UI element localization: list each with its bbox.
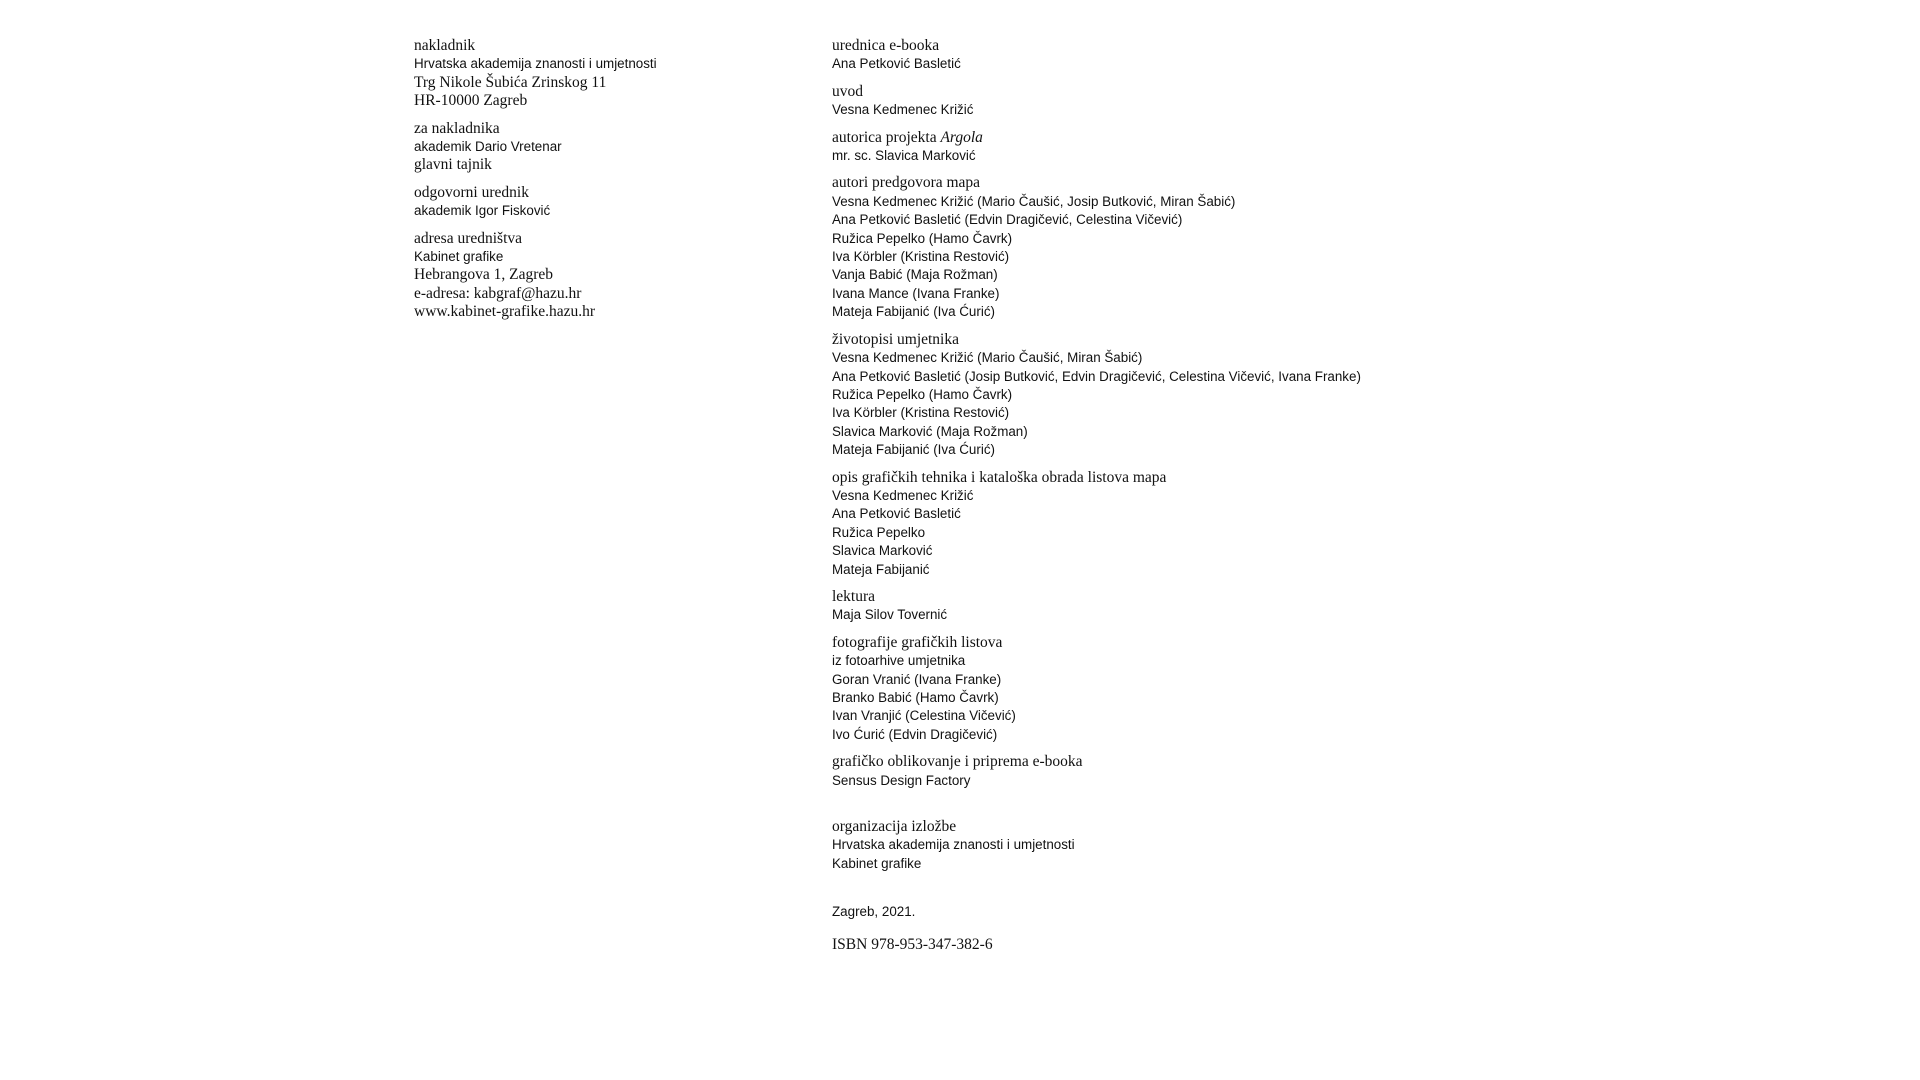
editorial-address-label: adresa uredništva <box>414 229 523 247</box>
project-author-block <box>832 129 1532 166</box>
photographs-block <box>832 634 1532 744</box>
photographs-line: iz fotoarhive umjetnika <box>832 653 966 669</box>
photographs-line: Branko Babić (Hamo Čavrk) <box>832 690 999 705</box>
preface-authors-label: autori predgovora mapa <box>832 174 981 192</box>
project-title: Argola <box>940 128 983 146</box>
editorial-address-name: Kabinet grafike <box>414 249 504 265</box>
ebook-editor-label: urednica e-booka <box>832 37 940 54</box>
proofreading-label: lektura <box>832 587 876 605</box>
ebook-editor-name: Ana Petković Basletić <box>832 56 961 72</box>
editorial-email: e-adresa: kabgraf@hazu.hr <box>414 284 582 302</box>
editorial-address-street: Hebrangova 1, Zagreb <box>414 266 554 284</box>
for-publisher-label: za nakladnika <box>414 119 500 137</box>
techniques-author-line: Ružica Pepelko <box>832 524 926 540</box>
proofreading-block <box>832 588 1532 625</box>
responsible-editor-name: akademik Igor Fisković <box>414 203 551 219</box>
exhibition-organizer: Kabinet grafike <box>832 855 922 871</box>
ebook-editor-block <box>832 37 1532 74</box>
biography-author-line: Ana Petković Basletić (Josip Butković, Edvin Dragičević, Celestina Vičević, Ivana Franke) <box>832 368 1361 384</box>
preface-author-line: Vanja Babić (Maja Rožman) <box>832 267 998 283</box>
imprint-left-column <box>414 37 814 331</box>
project-author-name: mr. sc. Slavica Marković <box>832 148 976 164</box>
biography-author-line: Vesna Kedmenec Križić (Mario Čaušić, Miran Šabić) <box>832 350 1143 366</box>
responsible-editor-label: odgovorni urednik <box>414 183 529 201</box>
biographies-label: životopisi umjetnika <box>832 330 959 348</box>
for-publisher-name: akademik Dario Vretenar <box>414 139 562 155</box>
biographies-block <box>832 331 1532 460</box>
biography-author-line: Iva Körbler (Kristina Restović) <box>832 405 1010 421</box>
design-label: grafičko oblikovanje i priprema e-booka <box>832 753 1083 771</box>
intro-label: uvod <box>832 82 863 100</box>
photographs-line: Ivo Ćurić (Edvin Dragičević) <box>832 726 998 742</box>
preface-author-line: Mateja Fabijanić (Iva Ćurić) <box>832 304 995 320</box>
editorial-address-block <box>414 230 814 322</box>
preface-author-line: Ana Petković Basletić (Edvin Dragičević, Celestina Vičević) <box>832 212 1183 228</box>
preface-author-line: Ivana Mance (Ivana Franke) <box>832 285 1000 301</box>
project-author-label-text: autorica projekta <box>832 128 941 146</box>
for-publisher-role: glavni tajnik <box>414 156 492 174</box>
editorial-website: www.kabinet-grafike.hazu.hr <box>414 303 596 321</box>
techniques-block <box>832 469 1532 579</box>
intro-block <box>832 83 1532 120</box>
for-publisher-block <box>414 120 814 175</box>
photographs-line: Ivan Vranjić (Celestina Vičević) <box>832 708 1016 724</box>
publisher-address-street: Trg Nikole Šubića Zrinskog 11 <box>414 73 607 91</box>
techniques-author-line: Ana Petković Basletić <box>832 506 961 522</box>
imprint-right-column <box>832 37 1532 963</box>
exhibition-block <box>832 818 1532 873</box>
publisher-block <box>414 37 814 111</box>
biography-author-line: Slavica Marković (Maja Rožman) <box>832 423 1028 439</box>
preface-author-line: Iva Körbler (Kristina Restović) <box>832 249 1010 265</box>
photographs-line: Goran Vranić (Ivana Franke) <box>832 671 1002 687</box>
biography-author-line: Mateja Fabijanić (Iva Ćurić) <box>832 442 995 458</box>
design-studio-name: Sensus Design Factory <box>832 772 971 788</box>
proofreading-name: Maja Silov Tovernić <box>832 607 948 623</box>
techniques-label: opis grafičkih tehnika i kataloška obrada listova mapa <box>832 468 1167 486</box>
isbn: ISBN 978-953-347-382-6 <box>832 935 993 953</box>
biography-author-line: Ružica Pepelko (Hamo Čavrk) <box>832 386 1013 402</box>
exhibition-label: organizacija izložbe <box>832 818 957 836</box>
intro-author: Vesna Kedmenec Križić <box>832 102 974 118</box>
preface-authors-block <box>832 174 1532 321</box>
preface-author-line: Ružica Pepelko (Hamo Čavrk) <box>832 230 1013 246</box>
publisher-label: nakladnik <box>414 37 476 54</box>
preface-author-line: Vesna Kedmenec Križić (Mario Čaušić, Josip Butković, Miran Šabić) <box>832 193 1236 209</box>
publisher-address-city: HR-10000 Zagreb <box>414 92 528 110</box>
project-author-label <box>832 129 1532 147</box>
publisher-name: Hrvatska akademija znanosti i umjetnosti <box>414 56 657 72</box>
techniques-author-line: Slavica Marković <box>832 543 933 559</box>
techniques-author-line: Vesna Kedmenec Križić <box>832 487 974 503</box>
design-block <box>832 753 1532 790</box>
responsible-editor-block <box>414 184 814 221</box>
place-date-block <box>832 903 1532 921</box>
exhibition-organizer: Hrvatska akademija znanosti i umjetnosti <box>832 837 1075 853</box>
place-and-date: Zagreb, 2021. <box>832 904 916 920</box>
photographs-label: fotografije grafičkih listova <box>832 633 1003 651</box>
isbn-block <box>832 936 1532 954</box>
techniques-author-line: Mateja Fabijanić <box>832 561 930 577</box>
